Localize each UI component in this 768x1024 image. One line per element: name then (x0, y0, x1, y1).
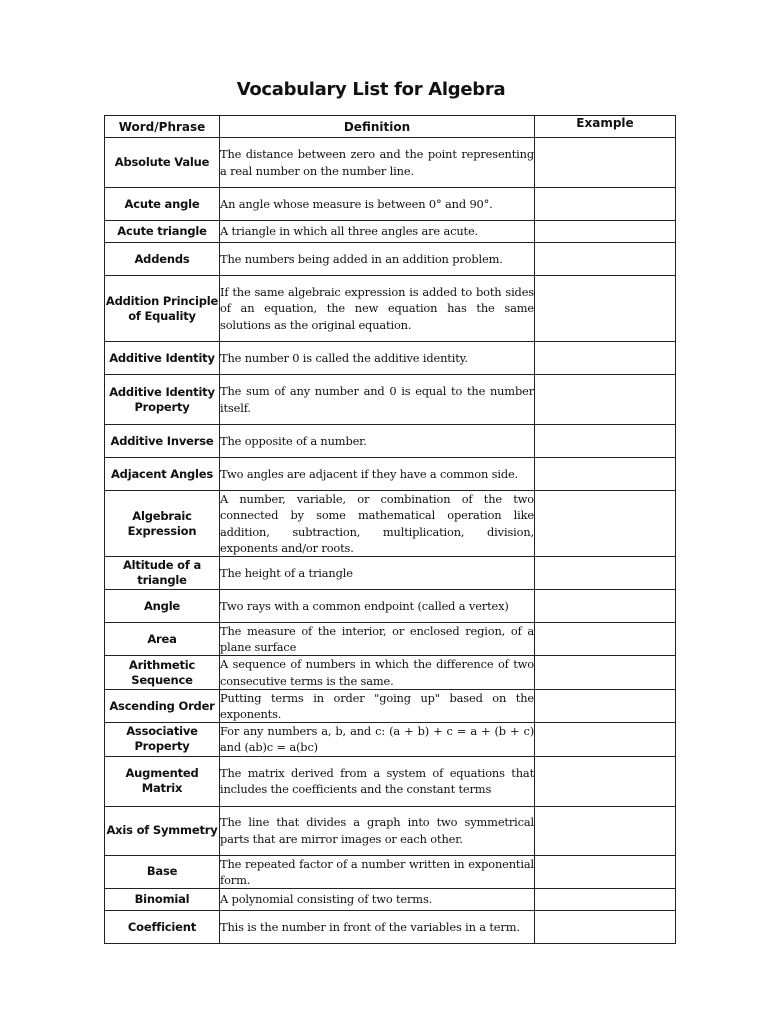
table-row (105, 425, 676, 458)
definition-cell: A triangle in which all three angles are acute. (220, 221, 535, 243)
definition-cell: This is the number in front of the variables in a term. (220, 911, 535, 944)
example-cell (535, 458, 676, 491)
table-row (105, 756, 676, 806)
table-row (105, 243, 676, 276)
table-row (105, 375, 676, 425)
term-cell: Binomial (105, 889, 220, 911)
table-header-row (105, 116, 676, 138)
term-cell: Additive Inverse (105, 425, 220, 458)
table-row (105, 557, 676, 590)
header-example: Example (535, 116, 676, 138)
definition-cell: The distance between zero and the point representing a real number on the number line. (220, 138, 535, 188)
definition-cell: A number, variable, or combination of the two connected by some mathematical operation like addition, subtraction, multiplication, division, exponents and/or roots. (220, 492, 534, 555)
example-cell (535, 243, 676, 276)
example-cell (535, 756, 676, 806)
example-cell (535, 590, 676, 623)
term-cell: Additive Identity (105, 342, 220, 375)
definition-cell: Two angles are adjacent if they have a common side. (220, 458, 535, 491)
definition-cell: The line that divides a graph into two symmetrical parts that are mirror images or each other. (220, 806, 535, 855)
example-cell (535, 889, 676, 911)
header-word-phrase: Word/Phrase (105, 116, 220, 138)
example-cell (535, 656, 676, 689)
term-cell: Acute angle (105, 188, 220, 221)
table-row (105, 723, 676, 756)
table-row (105, 221, 676, 243)
example-cell (535, 138, 676, 188)
definition-cell: The number 0 is called the additive identity. (220, 342, 535, 375)
term-cell: Angle (105, 590, 220, 623)
example-cell (535, 276, 676, 342)
example-cell (535, 689, 676, 722)
table-row (105, 458, 676, 491)
example-cell (535, 425, 676, 458)
definition-cell: The opposite of a number. (220, 425, 535, 458)
table-row (105, 276, 676, 342)
definition-cell: The height of a triangle (220, 557, 535, 590)
example-cell (535, 855, 676, 888)
example-cell (535, 188, 676, 221)
definition-cell: Two rays with a common endpoint (called a vertex) (220, 590, 535, 623)
term-cell: Associative Property (105, 723, 220, 756)
page-title: Vocabulary List for Algebra (236, 79, 506, 100)
table-row (105, 491, 676, 557)
definition-cell: A sequence of numbers in which the difference of two consecutive terms is the same. (220, 657, 534, 688)
definition-cell: The numbers being added in an addition problem. (220, 243, 535, 276)
example-cell (535, 221, 676, 243)
example-cell (535, 623, 676, 656)
definition-cell: The repeated factor of a number written in exponential form. (220, 856, 534, 887)
example-cell (535, 375, 676, 425)
term-cell: Algebraic Expression (105, 491, 220, 557)
term-cell: Area (105, 623, 220, 656)
definition-cell: If the same algebraic expression is added to both sides of an equation, the new equation has the same solutions as the original equation. (220, 276, 535, 342)
vocabulary-table (104, 115, 676, 944)
term-cell: Addends (105, 243, 220, 276)
example-cell (535, 342, 676, 375)
table-row (105, 889, 676, 911)
definition-cell: The measure of the interior, or enclosed region, of a plane surface (220, 624, 534, 655)
table-row (105, 623, 676, 656)
table-row (105, 806, 676, 855)
term-cell: Absolute Value (105, 138, 220, 188)
term-cell: Adjacent Angles (105, 458, 220, 491)
term-cell: Altitude of a triangle (105, 557, 220, 590)
table-row (105, 188, 676, 221)
term-cell: Arithmetic Sequence (105, 656, 220, 689)
term-cell: Augmented Matrix (105, 756, 220, 806)
definition-cell: An angle whose measure is between 0° and 90°. (220, 188, 535, 221)
term-cell: Axis of Symmetry (105, 806, 220, 855)
term-cell: Coefficient (105, 911, 220, 944)
table-row (105, 656, 676, 689)
term-cell: Additive Identity Property (105, 375, 220, 425)
example-cell (535, 806, 676, 855)
table-row (105, 689, 676, 722)
definition-cell: The matrix derived from a system of equations that includes the coefficients and the constant terms (220, 756, 535, 806)
example-cell (535, 911, 676, 944)
example-cell (535, 723, 676, 756)
definition-cell: The sum of any number and 0 is equal to the number itself. (220, 375, 535, 425)
definition-cell: For any numbers a, b, and c: (a + b) + c = a + (b + c) and (ab)c = a(bc) (220, 724, 534, 755)
table-row (105, 855, 676, 888)
term-cell: Ascending Order (105, 689, 220, 722)
table-row (105, 342, 676, 375)
term-cell: Acute triangle (105, 221, 220, 243)
term-cell: Base (105, 855, 220, 888)
definition-cell: A polynomial consisting of two terms. (220, 889, 535, 911)
term-cell: Addition Principle of Equality (105, 276, 220, 342)
definition-cell: Putting terms in order "going up" based on the exponents. (220, 690, 534, 722)
table-row (105, 590, 676, 623)
example-cell (535, 491, 676, 557)
table-row (105, 911, 676, 944)
table-row (105, 138, 676, 188)
header-definition: Definition (220, 116, 535, 138)
example-cell (535, 557, 676, 590)
